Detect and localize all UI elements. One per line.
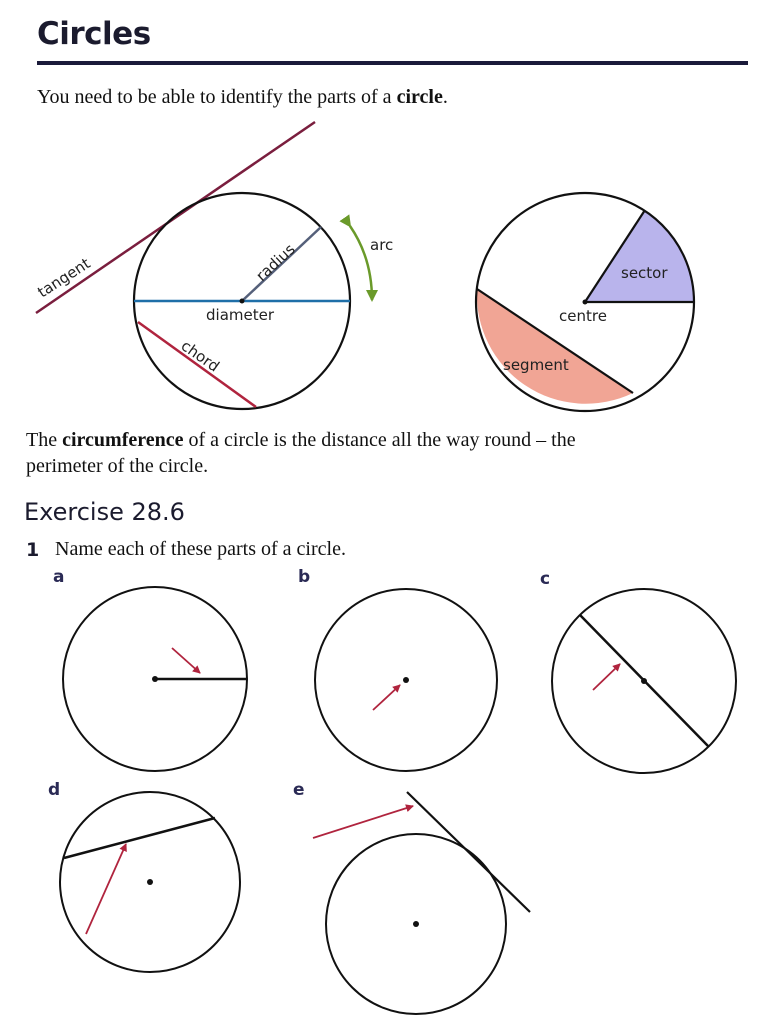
intro-text-bold: circle (396, 86, 443, 108)
exercise-d-centre-dot (147, 879, 153, 885)
sector-label: sector (621, 264, 668, 282)
exercise-c-figure (552, 589, 736, 773)
question-text: Name each of these parts of a circle. (55, 538, 346, 560)
radius-label: radius (252, 240, 299, 285)
exercise-e-centre-dot (413, 921, 419, 927)
circumference-text-start: The (26, 429, 63, 451)
centre-dot-2 (583, 300, 588, 305)
tangent-label: tangent (34, 254, 94, 302)
chord-label: chord (177, 336, 223, 376)
diameter-label: diameter (206, 306, 274, 324)
exercise-a-pointer-arrow (172, 648, 200, 673)
segment-region (477, 289, 633, 404)
exercise-d-pointer-arrow (86, 844, 126, 934)
part-label-a: a (53, 567, 65, 587)
part-label-c: c (540, 569, 551, 589)
circumference-text (26, 427, 746, 479)
circumference-term: circumference (62, 429, 184, 451)
page-title: Circles (37, 16, 151, 52)
circumference-text-line1: of a circle is the distance all the way round – the (183, 429, 576, 451)
exercise-b-pointer-arrow (373, 685, 400, 710)
segment-label: segment (503, 356, 569, 374)
tangent-line (36, 122, 315, 313)
exercise-c-pointer-arrow (593, 664, 620, 690)
arc-arrow (350, 226, 372, 300)
exercise-title: Exercise 28.6 (24, 498, 185, 526)
exercise-e-tangent (407, 792, 530, 912)
sector-segment-diagram (476, 193, 694, 411)
exercise-d-chord (64, 818, 215, 858)
question-number: 1 (26, 539, 40, 561)
intro-text-end: . (442, 86, 448, 108)
part-label-e: e (293, 780, 305, 800)
circumference-text-line2: perimeter of the circle. (26, 455, 209, 477)
arc-label: arc (370, 236, 394, 254)
sector-region (585, 210, 694, 302)
parts-diagram (34, 122, 393, 409)
exercise-a-figure (63, 587, 247, 771)
exercise-c-centre-dot (641, 678, 647, 684)
centre-label: centre (559, 307, 607, 325)
exercise-b-figure (315, 589, 497, 771)
exercise-b-centre-dot (403, 677, 409, 683)
exercise-d-figure (60, 792, 240, 972)
exercise-a-centre-dot (152, 676, 158, 682)
intro-text-start: You need to be able to identify the parts of a (37, 86, 397, 108)
part-label-b: b (298, 567, 311, 587)
centre-dot (240, 299, 245, 304)
exercise-e-pointer-arrow (313, 806, 413, 838)
exercise-e-figure (313, 792, 530, 1014)
part-label-d: d (48, 780, 61, 800)
